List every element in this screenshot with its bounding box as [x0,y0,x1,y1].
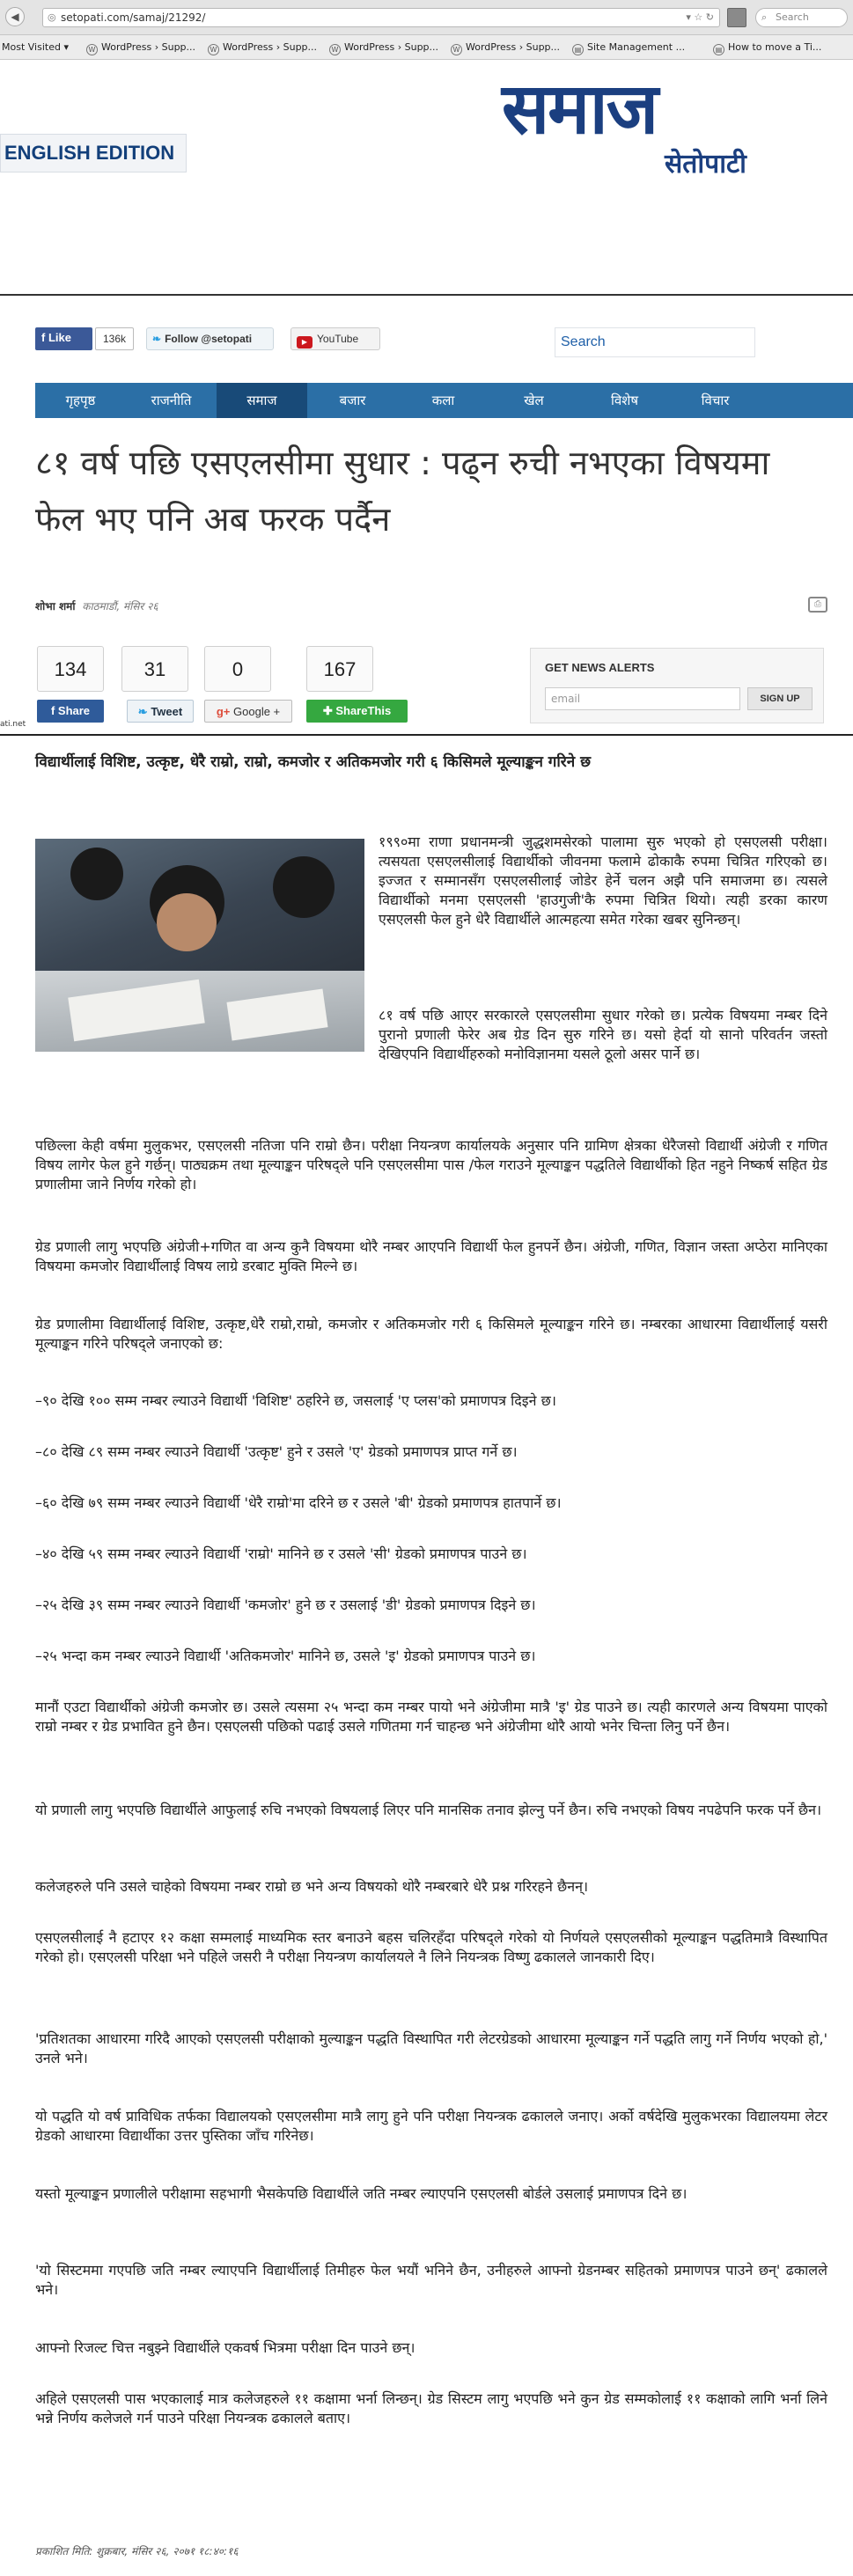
nav-item-special[interactable]: विशेष [610,393,639,408]
bookmark-most-visited[interactable] [2,35,69,60]
tweet-label: Tweet [151,705,183,718]
site-logo[interactable] [502,67,766,183]
logo-sub-text: सेतोपाटी [665,149,746,180]
nav-item-sports[interactable]: खेल [524,393,544,408]
bookmark-label: WordPress › Supp... [466,41,561,53]
place-date: काठमाडौं, मंसिर २६ [82,600,158,613]
article-paragraph: ८१ वर्ष पछि आएर सरकारले एसएलसीमा सुधार गरेको छ। प्रत्येक विषयमा नम्बर दिने पुरानो प्रणाली फेरेर अब ग्रेड दिन सुरु गरिने छ। यसो हेर्दा यो सानो परिवर्तन जस्तो देखिएपनि विद्यार्थीहरुको मनोविज्ञानमा यसले ठूलो असर पार्ने छ। [379,1007,827,1062]
browser-search-placeholder: Search [776,11,809,23]
bookmark-item[interactable] [86,35,195,60]
bookmark-item[interactable] [208,35,317,60]
bookmark-item[interactable] [329,35,438,60]
search-engine-icon[interactable] [727,8,746,27]
net-label: ati.net [0,720,26,729]
article-paragraph: 'प्रतिशतका आधारमा गरिदै आएको एसएलसी परीक्षाको मुल्याङ्कन पद्धति विस्थापित गरी लेटरग्रेडको आधारमा मूल्याङ्कन गर्ने पद्धति लागु गर्ने निर्णय भएको हो,' उनले भने। [35,2030,827,2066]
nav-item-art[interactable]: कला [431,393,455,408]
wordpress-icon: W [208,44,219,55]
twitter-bird-icon: ❧ [137,705,151,718]
main-navigation [35,383,853,418]
published-date: प्रकाशित मिति: शुक्रबार, मंसिर २६, २०७१ १८:४०:१६ [35,2545,239,2558]
news-alerts-box [530,648,824,723]
article-photo-students-exam [35,839,364,1052]
wordpress-icon: W [451,44,462,55]
article-subheadline: विद्यार्थीलाई विशिष्ट, उत्कृष्ट, धेरै राम्रो, राम्रो, कमजोर र अतिकमजोर गरी ६ किसिमले मूल्याङ्कन गरिने छ [35,753,591,771]
url-bar[interactable] [42,8,720,27]
article-paragraph: 'यो सिस्टममा गएपछि जति नम्बर ल्याएपनि विद्यार्थीलाई तिमीहरु फेल भयौं भनिने छैन, उनीहरुले आफ्नो ग्रेडनम्बर सहितको प्रमाणपत्र पाउने छन्' ढकालले भने। [35,2262,827,2298]
facebook-like-count: 136k [95,327,134,350]
english-edition-link[interactable]: ENGLISH EDITION [0,134,187,172]
page-icon: ▤ [713,44,724,55]
nav-item-politics[interactable]: राजनीति [151,393,192,408]
youtube-play-icon: ▶ [297,336,313,349]
nav-item-society[interactable]: समाज [217,383,307,418]
share-label: Share [57,704,91,717]
bookmark-label: WordPress › Supp... [344,41,439,53]
article-headline: ८१ वर्ष पछि एसएलसीमा सुधार : पढ्न रुची नभएका विषयमा फेल भए पनि अब फरक पर्दैन [35,444,770,539]
photo-figure [70,848,123,900]
nav-item-opinion[interactable]: विचार [701,393,730,408]
youtube-label: YouTube [317,333,359,345]
search-icon: ⌕ [761,11,768,23]
wordpress-icon: W [329,44,341,55]
author-name[interactable]: शोभा शर्मा [35,600,76,613]
sharethis-icon: ✚ [322,704,336,717]
article-paragraph: यो पद्धति यो वर्ष प्राविधिक तर्फका विद्यालयको एसएलसीमा मात्रै लागु हुने पनि परीक्षा नियन्त्रक ढकालले जनाए। अर्को वर्षदेखि मुलुकभरका विद्यालयमा लेटर ग्रेडको आधारमा विद्यार्थीका उत्तर पुस्तिका जाँच गरिनेछ। [35,2108,827,2144]
sharethis-label: ShareThis [335,704,392,717]
article-paragraph: १९९०मा राणा प्रधानमन्त्री जुद्धशमसेरको पालामा सुरु भएको हो एसएलसी परीक्षा। त्यसयता एसएलसीलाई विद्यार्थीको जीवनमा फलामे ढोकाकै रुपमा चित्रित गरिएको छ। इज्जत र सम्मानसँग एसएलसीलाई जोडेर हेर्ने चलन अझै पनि समाजमा छ। त्यसले विद्यार्थीको मनमा एसएलसी 'हाउगुजी'कै रुपमा चित्रित थियो। त्यही डरका कारण एसएलसी फेल हुने धेरै विद्यार्थीले आत्महत्या समेत गरेका खबर सुनिन्छन्। [379,833,827,928]
page-icon: ▤ [572,44,584,55]
google-plus-icon: g+ [216,705,234,718]
byline [35,598,158,613]
article-paragraph: मानौं एउटा विद्यार्थीको अंग्रेजी कमजोर छ। उसले त्यसमा २५ भन्दा कम नम्बर पायो भने अंग्रेजीमा मात्रै 'इ' ग्रेड पाउने छ। त्यही कारणले अन्य विषयमा पाएको राम्रो नम्बर र ग्रेड प्रभावित हुने छैन। एसएलसी पछिको पढाई उसले गणितमा गर्न चाहन्छ भने अंग्रेजीमा थोरै आयो भनेर चिन्ता लिनु पर्ने छैन। [35,1699,827,1735]
google-plus-button[interactable] [204,700,292,723]
back-button[interactable]: ◀ [5,7,25,26]
article-paragraph: कलेजहरुले पनि उसले चाहेको विषयमा नम्बर राम्रो छ भने अन्य विषयको थोरै नम्बरबारे धेरै प्रश्न गरिरहने छैनन्। [35,1878,589,1895]
youtube-button[interactable] [290,327,380,350]
bookmark-label: WordPress › Supp... [223,41,318,53]
twitter-follow-label: Follow @setopati [165,333,253,345]
google-share-count: 0 [204,646,271,692]
article-paragraph: ग्रेड प्रणालीमा विद्यार्थीलाई विशिष्ट, उत्कृष्ट,धेरै राम्रो,राम्रो, कमजोर र अतिकमजोर गरी ६ किसिमले मूल्याङ्कन गरिने छ। नम्बरका आधारमा विद्यार्थीलाई यसरी मूल्याङ्कन गरिने परिषद्ले जनाएको छ: [35,1316,827,1352]
facebook-icon: f [50,704,58,717]
header-divider [0,294,853,296]
url-text: setopati.com/samaj/21292/ [61,11,206,24]
twitter-bird-icon: ❧ [152,333,162,345]
wordpress-icon: W [86,44,98,55]
nav-item-home[interactable]: गृहपृष्ठ [65,393,96,408]
grade-list-item: –४० देखि ५९ सम्म नम्बर ल्याउने विद्यार्थी 'राम्रो' मानिने छ र उसले 'सी' ग्रेडको प्रमाणपत्र पाउने छ। [35,1545,527,1562]
article-divider [0,734,853,736]
print-icon[interactable]: ⎙ [808,597,827,613]
facebook-share-count: 134 [37,646,104,692]
facebook-icon: f [41,331,48,344]
bookmark-item[interactable] [451,35,560,60]
twitter-follow-button[interactable] [146,327,274,350]
reload-icon[interactable]: ▾ ☆ ↻ [686,11,714,23]
article-paragraph: एसएलसीलाई नै हटाएर १२ कक्षा सम्मलाई माध्यमिक स्तर बनाउने बहस चलिरहँदा परिषद्ले गरेको यो निर्णयले एसएलसीको मूल्याङ्कन पद्धतिमात्रै विस्थापित गरेको हो। एसएलसी परिक्षा भने पहिले जसरी नै परीक्षा नियन्त्रण कार्यालयले नै लिने नियन्त्रक विष्णु ढकालले जानकारी दिए। [35,1929,827,1965]
news-alerts-title: GET NEWS ALERTS [545,661,655,674]
google-label: Google + [233,705,281,718]
grade-list-item: –२५ देखि ३९ सम्म नम्बर ल्याउने विद्यार्थी 'कमजोर' हुने छ र उसलाई 'डी' ग्रेडको प्रमाणपत्र दिइने छ। [35,1596,536,1613]
grade-list-item: –२५ भन्दा कम नम्बर ल्याउने विद्यार्थी 'अतिकमजोर' मानिने छ, उसले 'इ' ग्रेडको प्रमाणपत्र पाउने छ। [35,1648,536,1664]
bookmark-label: WordPress › Supp... [101,41,196,53]
article-paragraph: यस्तो मूल्याङ्कन प्रणालीले परीक्षामा सहभागी भैसकेपछि विद्यार्थीले जति नम्बर ल्याएपनि एसएलसी बोर्डले उसलाई प्रमाणपत्र दिने छ। [35,2185,688,2202]
photo-figure [273,856,335,918]
sharethis-button[interactable] [306,700,408,723]
sign-up-button[interactable]: SIGN UP [747,687,813,710]
article-paragraph: पछिल्ला केही वर्षमा मुलुकभर, एसएलसी नतिजा पनि राम्रो छैन। परीक्षा नियन्त्रण कार्यालयके अनुसार पनि ग्रामिण क्षेत्रका धेरैजसो विद्यार्थी अंग्रेजी र गणित विषय लागेर फेल हुने गर्छन्। पाठ्यक्रम तथा मूल्याङ्कन परिषद्ले पनि एसएलसीमा पास /फेल गराउने मूल्याङ्कन पद्धतिले विद्यार्थीको हित नहुने निष्कर्ष सहित ग्रेड प्रणालीमा जाने निर्णय गरेको हो। [35,1137,827,1193]
facebook-like-button[interactable] [35,327,92,350]
nav-item-market[interactable]: बजार [339,393,366,408]
grade-list-item: –६० देखि ७९ सम्म नम्बर ल्याउने विद्यार्थी 'धेरै राम्रो'मा दरिने छ र उसले 'बी' ग्रेडको प्रमाणपत्र हातपार्ने छ। [35,1494,562,1511]
browser-search-field[interactable] [755,8,848,27]
photo-figure [157,893,217,951]
article-paragraph: आफ्नो रिजल्ट चित्त नबुझ्ने विद्यार्थीले एकवर्ष भित्रमा परीक्षा दिन पाउने छन्। [35,2339,415,2356]
tweet-button[interactable] [127,700,194,723]
bookmark-item[interactable] [713,35,821,60]
bookmark-label: Site Management ... [587,41,686,53]
facebook-share-button[interactable] [37,700,104,723]
twitter-share-count: 31 [121,646,188,692]
article-paragraph: अहिले एसएलसी पास भएकालाई मात्र कलेजहरुले ११ कक्षामा भर्ना लिन्छन्। ग्रेड सिस्टम लागु भएपछि भने कुन ग्रेड सम्मकोलाई ११ कक्षाको लागि भर्ना लिने भन्ने निर्णय कलेजले गर्न पाउने परिक्षा नियन्त्रक ढकालले बताए। [35,2390,827,2426]
logo-main-text: समाज [502,68,657,150]
grade-list-item: –९० देखि १०० सम्म नम्बर ल्याउने विद्यार्थी 'विशिष्ट' ठहरिने छ, जसलाई 'ए प्लस'को प्रमाणपत्र दिइने छ। [35,1392,556,1409]
fb-like-label: Like [48,331,71,344]
globe-icon: ◎ [48,11,56,23]
bookmarks-bar [0,35,853,60]
browser-toolbar [0,0,853,35]
sharethis-count: 167 [306,646,373,692]
grade-list-item: –८० देखि ८९ सम्म नम्बर ल्याउने विद्यार्थी 'उत्कृष्ट' हुने र उसले 'ए' ग्रेडको प्रमाणपत्र प्राप्त गर्ने छ। [35,1443,518,1460]
site-search-input[interactable]: Search [555,327,755,357]
bookmark-label: Most Visited ▾ [2,41,69,53]
bookmark-item[interactable] [572,35,685,60]
article-paragraph: ग्रेड प्रणाली लागु भएपछि अंग्रेजी+गणित वा अन्य कुनै विषयमा थोरै नम्बर आएपनि विद्यार्थी फेल हुनपर्ने छैन। अंग्रेजी, गणित, विज्ञान जस्ता अप्ठेरा मानिएका विषयमा कमजोर विद्यार्थीलाई विषय लाग्रे डरबाट मुक्ति मिल्ने छ। [35,1238,827,1274]
article-paragraph: यो प्रणाली लागु भएपछि विद्यार्थीले आफुलाई रुचि नभएको विषयलाई लिएर पनि मानसिक तनाव झेल्नु पर्ने छैन। रुचि नभएको विषय नपढेपनि फरक पर्ने छैन। [35,1802,822,1818]
bookmark-label: How to move a Ti... [728,41,822,53]
email-field[interactable]: email [545,687,740,710]
